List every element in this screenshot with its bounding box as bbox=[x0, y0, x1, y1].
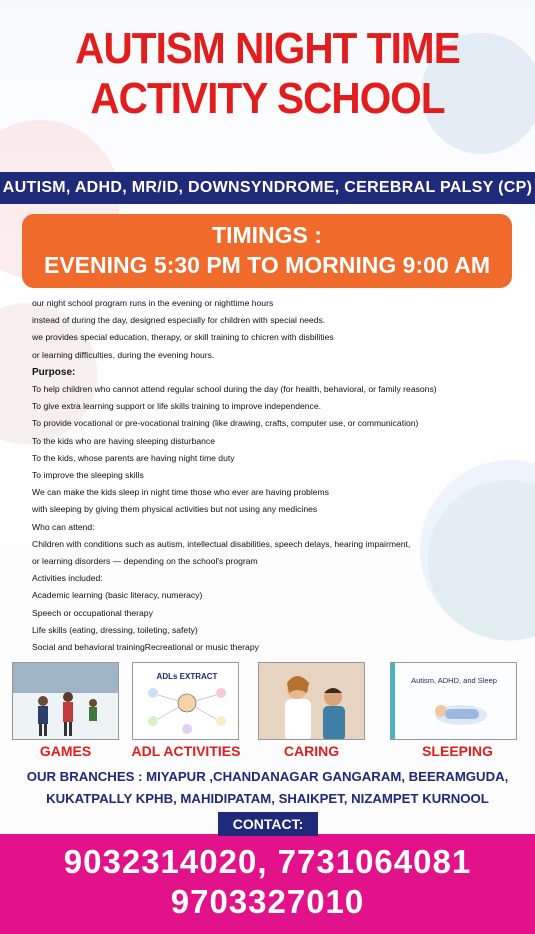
caption-games: GAMES bbox=[39, 743, 92, 759]
branches-list bbox=[0, 766, 535, 810]
timings-value: EVENING 5:30 PM TO MORNING 9:00 AM bbox=[43, 252, 491, 278]
phone-numbers-line-1[interactable]: 9032314020, 7731064081 bbox=[63, 843, 472, 880]
description-line: our night school program runs in the evening or nighttime hours bbox=[32, 298, 274, 308]
adl-chart-text: ADLs EXTRACT bbox=[156, 672, 218, 681]
caption-adl-activities: ADL ACTIVITIES bbox=[131, 743, 241, 759]
activity-thumbnails bbox=[0, 662, 535, 740]
description-line: with sleeping by giving them physical activities but not using any medicines bbox=[32, 504, 318, 515]
description-line: Children with conditions such as autism, intellectual disabilities, speech delays, hearing impairment, bbox=[32, 538, 411, 549]
caption-caring: CARING bbox=[283, 743, 340, 759]
games-photo bbox=[12, 662, 119, 740]
description-line: Who can attend: bbox=[32, 521, 95, 532]
title-line-1: AUTISM NIGHT TIME bbox=[75, 24, 460, 73]
description-line: To provide vocational or pre-vocational training (like drawing, crafts, computer use, or communication) bbox=[32, 418, 419, 429]
description-line: Academic learning (basic literacy, numeracy) bbox=[32, 590, 203, 601]
sleeping-image-text: Autism, ADHD, and Sleep bbox=[411, 676, 497, 685]
adl-chart-image bbox=[132, 662, 239, 740]
description-line: Activities included: bbox=[32, 573, 103, 584]
contact-label: CONTACT: bbox=[218, 812, 318, 836]
description-line: To improve the sleeping skills bbox=[32, 470, 144, 481]
program-description bbox=[32, 295, 512, 656]
sleeping-image bbox=[390, 662, 517, 740]
branches-line-2: KUKATPALLY KPHB, MAHIDIPATAM, SHAIKPET, NIZAMPET KURNOOL bbox=[46, 791, 489, 806]
description-line: To help children who cannot attend regular school during the day (for health, behavioral, or family reasons) bbox=[32, 384, 437, 395]
title-line-2: ACTIVITY SCHOOL bbox=[90, 74, 445, 123]
description-line: or learning difficulties, during the evening hours. bbox=[32, 349, 215, 360]
timings-box bbox=[22, 214, 512, 288]
description-line: Social and behavioral trainingRecreational or music therapy bbox=[32, 642, 259, 653]
caption-sleeping: SLEEPING bbox=[422, 743, 493, 759]
timings-heading: TIMINGS : bbox=[212, 222, 322, 248]
caring-photo bbox=[258, 662, 365, 740]
phone-numbers-line-2[interactable]: 9703327010 bbox=[170, 883, 365, 920]
description-line: Speech or occupational therapy bbox=[32, 607, 153, 618]
description-line: instead of during the day, designed especially for children with special needs. bbox=[32, 315, 326, 326]
section-heading: Purpose: bbox=[32, 366, 76, 378]
description-line: we provides special education, therapy, or skill training to chicren with disbilities bbox=[32, 332, 334, 343]
description-line: To give extra learning support or life skills training to improve independence. bbox=[32, 401, 322, 412]
description-line: To the kids who are having sleeping disturbance bbox=[32, 435, 215, 446]
description-line: Life skills (eating, dressing, toileting, safety) bbox=[32, 624, 198, 635]
description-line: or learning disorders — depending on the school's program bbox=[32, 556, 258, 567]
page-title bbox=[21, 24, 513, 124]
contact-phones bbox=[0, 842, 535, 922]
description-line: To the kids, whose parents are having night time duty bbox=[32, 452, 235, 463]
activity-captions bbox=[0, 741, 535, 761]
branches-line-1: OUR BRANCHES : MIYAPUR ,CHANDANAGAR GANGARAM, BEERAMGUDA, bbox=[26, 769, 509, 784]
description-line: We can make the kids sleep in night time those who ever are having problems bbox=[32, 487, 329, 498]
conditions-banner: AUTISM, ADHD, MR/ID, DOWNSYNDROME, CEREBRAL PALSY (CP) bbox=[0, 172, 535, 204]
